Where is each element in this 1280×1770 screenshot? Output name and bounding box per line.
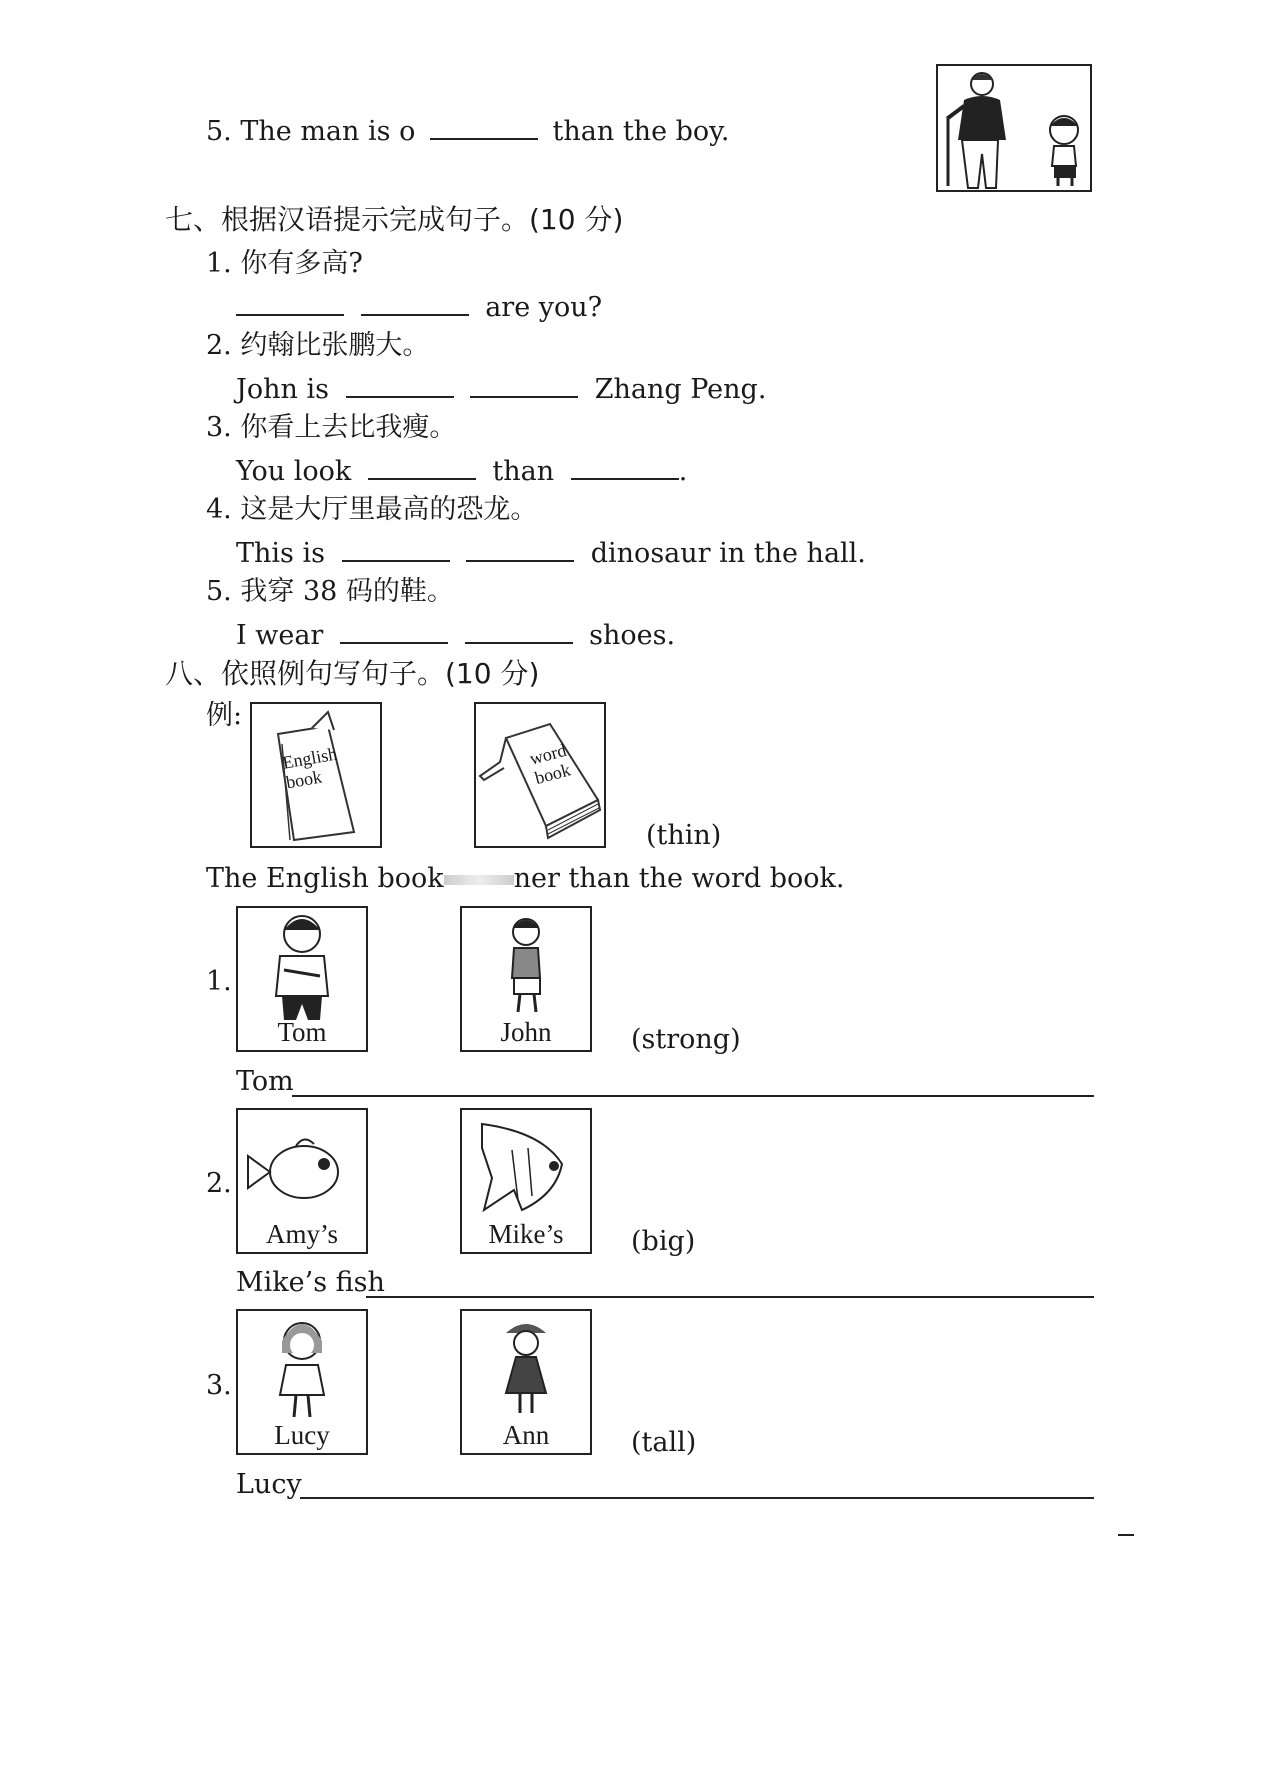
sentence-text: You look (236, 456, 352, 487)
sentence-text: This is (236, 538, 325, 569)
book2-label-line2: book (532, 759, 573, 789)
s8-item3-num: 3. (206, 1370, 232, 1401)
sentence-text: than (492, 456, 555, 487)
example-hint: (thin) (646, 820, 722, 851)
answer-blank[interactable] (470, 372, 578, 398)
book1-label-line2: book (284, 766, 324, 793)
s7-item1-prompt (206, 248, 363, 280)
sentence-text: I wear (236, 620, 324, 651)
example-label: 例: (206, 700, 243, 731)
item-number: 3. (206, 412, 232, 443)
example-sentence (206, 863, 844, 895)
lucy-picture (236, 1309, 368, 1455)
s7-item5-prompt (206, 576, 454, 608)
item-number: 2. (206, 330, 232, 361)
s7-item4-prompt (206, 494, 537, 526)
ann-picture (460, 1309, 592, 1455)
man-boy-picture (936, 64, 1092, 192)
picture-caption: Amy’s (265, 1219, 338, 1249)
answer-blank[interactable] (342, 536, 450, 562)
s8-item2-num: 2. (206, 1168, 232, 1199)
item-number: 4. (206, 494, 232, 525)
picture-caption: John (500, 1017, 552, 1047)
page-edge-mark (1118, 1534, 1134, 1536)
picture-caption: Mike’s (488, 1219, 564, 1249)
answer-blank[interactable] (368, 454, 476, 480)
amys-fish-picture (236, 1108, 368, 1254)
s8-item3-hint: (tall) (631, 1427, 697, 1458)
s8-item2-hint: (big) (631, 1226, 696, 1257)
chinese-prompt: 你看上去比我瘦。 (240, 412, 457, 443)
s7-item2-answer (236, 372, 766, 406)
s8-item2-start: Mike’s fish (236, 1267, 385, 1298)
s6-item5-before: The man is o (240, 116, 416, 147)
answer-blank[interactable] (236, 290, 344, 316)
mikes-fish-picture (460, 1108, 592, 1254)
sentence-text: Zhang Peng. (594, 374, 767, 405)
answer-blank[interactable] (465, 618, 573, 644)
sentence-text: are you? (485, 292, 603, 323)
sentence-text: . (678, 456, 688, 487)
s7-item2-prompt (206, 330, 429, 362)
example-sentence-b: ner than the word book. (513, 863, 845, 894)
s6-item5 (206, 114, 729, 148)
example-sentence-a: The English book (206, 863, 444, 894)
tom-picture (236, 906, 368, 1052)
s8-item1-hint: (strong) (631, 1024, 741, 1055)
s7-item5-answer (236, 618, 675, 652)
book1-label-line1: English (280, 743, 339, 773)
sentence-text: John is (236, 374, 329, 405)
picture-caption: Ann (502, 1420, 550, 1450)
smudge (444, 875, 514, 885)
item-number: 5. (206, 576, 232, 607)
word-book-picture (474, 702, 606, 848)
s8-item3-start: Lucy (236, 1469, 302, 1500)
answer-blank[interactable] (346, 372, 454, 398)
chinese-prompt: 这是大厅里最高的恐龙。 (240, 494, 538, 525)
s8-item1-num: 1. (206, 966, 232, 997)
john-picture (460, 906, 592, 1052)
chinese-prompt: 你有多高? (240, 248, 363, 279)
picture-caption: Tom (277, 1017, 327, 1047)
chinese-prompt: 约翰比张鹏大。 (240, 330, 430, 361)
s8-item2-answer-line[interactable] (366, 1296, 1094, 1298)
answer-blank[interactable] (571, 454, 679, 480)
s8-item3-answer-line[interactable] (300, 1497, 1094, 1499)
s7-item3-prompt (206, 412, 456, 444)
book2-label-line1: word (527, 739, 569, 769)
answer-blank[interactable] (361, 290, 469, 316)
english-book-picture (250, 702, 382, 848)
sentence-text: shoes. (589, 620, 676, 651)
s7-item4-answer (236, 536, 866, 570)
section8-heading: 八、依照例句写句子。(10 分) (165, 657, 540, 690)
s8-item1-answer-line[interactable] (292, 1095, 1094, 1097)
picture-caption: Lucy (274, 1420, 330, 1450)
answer-blank[interactable] (466, 536, 574, 562)
answer-blank[interactable] (430, 114, 538, 140)
section7-heading: 七、根据汉语提示完成句子。(10 分) (165, 203, 624, 236)
chinese-prompt: 我穿 38 码的鞋。 (240, 576, 454, 607)
item-number: 1. (206, 248, 232, 279)
s8-item1-start: Tom (236, 1066, 294, 1097)
answer-blank[interactable] (340, 618, 448, 644)
sentence-text: dinosaur in the hall. (590, 538, 866, 569)
s6-item5-num: 5. (206, 116, 232, 147)
s7-item1-answer (236, 290, 602, 324)
s7-item3-answer (236, 454, 687, 488)
s6-item5-after: than the boy. (552, 116, 730, 147)
